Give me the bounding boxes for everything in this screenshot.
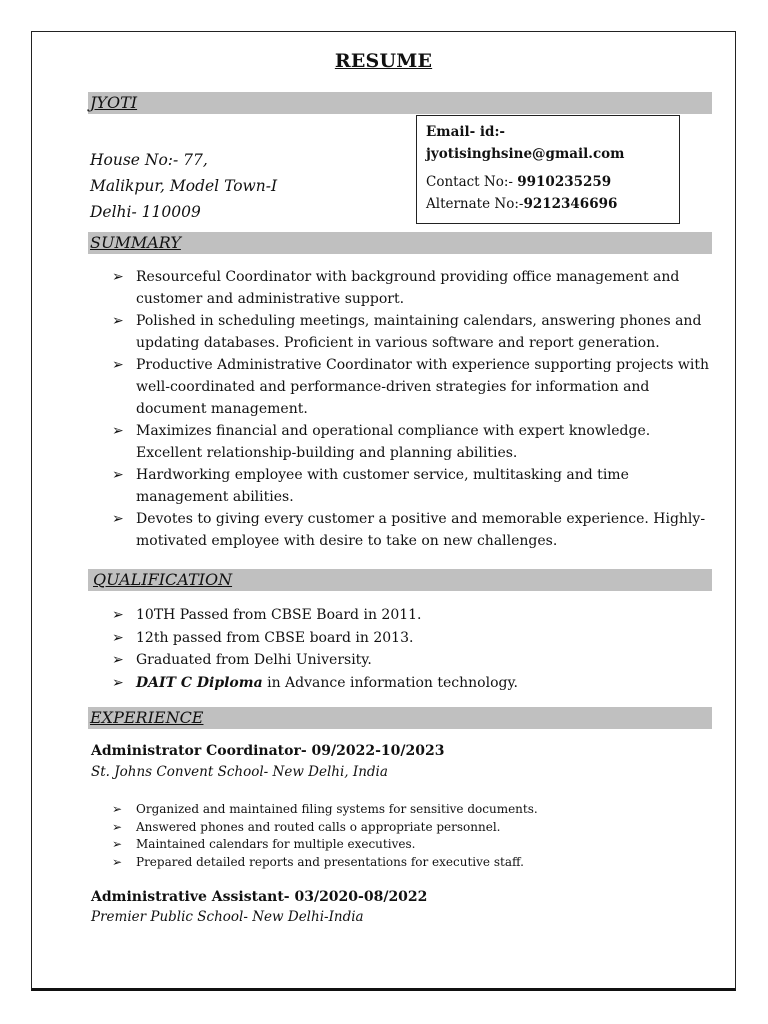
arrow-bullet-icon: ➢	[112, 313, 124, 329]
name-header-bar	[88, 92, 712, 114]
job-organization: Premier Public School- New Delhi-India	[91, 909, 364, 925]
address-line: House No:- 77,	[90, 151, 208, 169]
arrow-bullet-icon: ➢	[112, 652, 124, 668]
list-item: ➢ DAIT C Diploma in Advance information technology.	[112, 672, 712, 695]
list-item: ➢ Prepared detailed reports and presentations for executive staff.	[112, 854, 712, 872]
qualification-section-header	[88, 569, 712, 591]
list-item: ➢ Devotes to giving every customer a positive and memorable experience. Highly- motivated employee with desire to take on new challenges.	[112, 508, 712, 552]
experience-heading: EXPERIENCE	[90, 708, 204, 727]
page-title: RESUME	[334, 50, 433, 72]
arrow-bullet-icon: ➢	[112, 357, 124, 373]
alternate-number-row	[426, 193, 670, 215]
list-item: ➢ Polished in scheduling meetings, maintaining calendars, answering phones and updating databases. Proficient in various software and report generation.	[112, 310, 712, 354]
arrow-bullet-icon: ➢	[112, 674, 124, 691]
job-title: Administrative Assistant- 03/2020-08/2022	[91, 889, 428, 905]
qualification-heading: QUALIFICATION	[93, 570, 233, 589]
job-title: Administrator Coordinator- 09/2022-10/2023	[91, 743, 445, 759]
email-label: Email- id:-	[426, 124, 506, 140]
name-header: JYOTI	[90, 93, 138, 112]
address-line: Delhi- 110009	[90, 203, 201, 221]
list-item: ➢ Graduated from Delhi University.	[112, 649, 712, 672]
diploma-emphasis: DAIT C Diploma	[136, 674, 263, 691]
list-item: ➢ Answered phones and routed calls o appropriate personnel.	[112, 819, 712, 837]
arrow-bullet-icon: ➢	[112, 802, 123, 816]
arrow-bullet-icon: ➢	[112, 269, 124, 285]
arrow-bullet-icon: ➢	[112, 467, 124, 483]
resume-page	[31, 31, 736, 991]
list-item: ➢ Hardworking employee with customer service, multitasking and time management abilities.	[112, 464, 712, 508]
list-item: ➢ Productive Administrative Coordinator with experience supporting projects with well-coordinated and performance-driven strategies for information and document management.	[112, 354, 712, 420]
summary-section-header	[88, 232, 712, 254]
alternate-number: 9212346696	[523, 196, 618, 212]
list-item: ➢ 12th passed from CBSE board in 2013.	[112, 627, 712, 650]
summary-heading: SUMMARY	[90, 233, 181, 252]
duties-list	[112, 801, 712, 871]
list-item: ➢ Organized and maintained filing systems for sensitive documents.	[112, 801, 712, 819]
arrow-bullet-icon: ➢	[112, 837, 123, 851]
arrow-bullet-icon: ➢	[112, 629, 124, 646]
experience-section-header	[88, 707, 712, 729]
contact-number: 9910235259	[517, 174, 612, 190]
list-item: ➢ 10TH Passed from CBSE Board in 2011.	[112, 604, 712, 627]
arrow-bullet-icon: ➢	[112, 423, 124, 439]
alternate-label: Alternate No:-	[426, 196, 524, 212]
list-item: ➢ Maximizes financial and operational compliance with expert knowledge. Excellent relationship-building and planning abilities.	[112, 420, 712, 464]
arrow-bullet-icon: ➢	[112, 511, 124, 527]
contact-label: Contact No:-	[426, 174, 513, 190]
address-block	[90, 147, 277, 225]
email-address: jyotisinghsine@gmail.com	[426, 146, 625, 162]
list-item: ➢ Maintained calendars for multiple executives.	[112, 836, 712, 854]
summary-list	[112, 266, 712, 552]
address-line: Malikpur, Model Town-I	[90, 177, 278, 195]
contact-box	[416, 115, 680, 224]
qualification-list	[112, 604, 712, 694]
contact-number-row	[426, 171, 670, 193]
arrow-bullet-icon: ➢	[112, 854, 123, 869]
arrow-bullet-icon: ➢	[112, 819, 123, 834]
job-organization: St. Johns Convent School- New Delhi, India	[91, 764, 388, 780]
list-item: ➢ Resourceful Coordinator with background providing office management and customer and administrative support.	[112, 266, 712, 310]
arrow-bullet-icon: ➢	[112, 607, 124, 623]
